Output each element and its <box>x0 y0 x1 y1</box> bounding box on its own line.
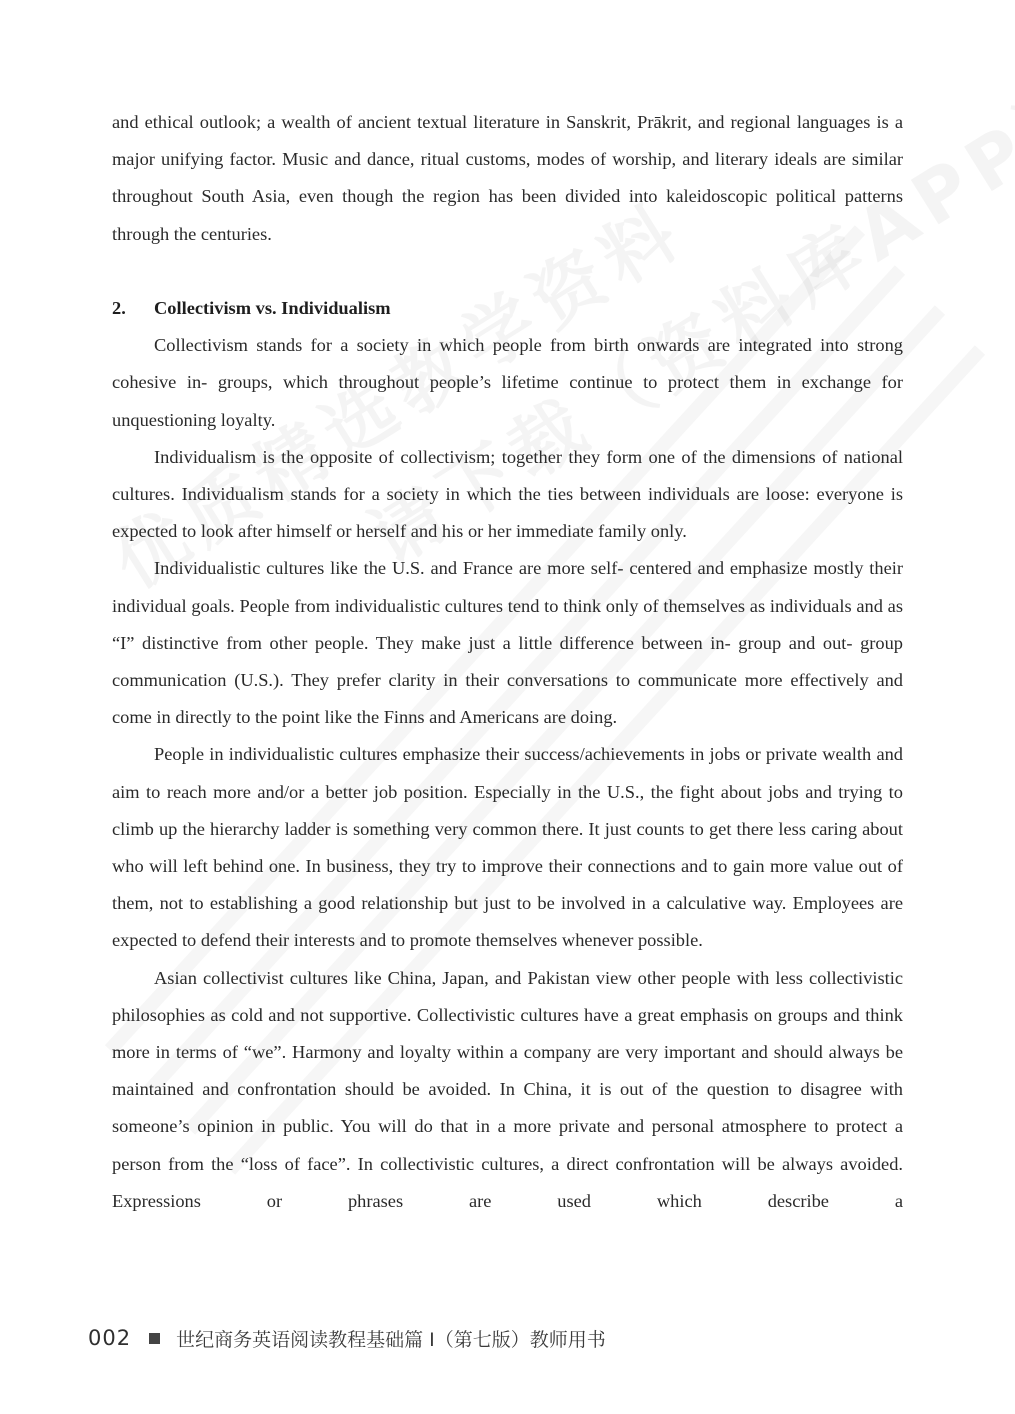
paragraph-collectivism: Collectivism stands for a society in which people from birth onwards are integrated into strong cohesive in- groups, which throughout people’s lifetime continue to protect them in exchange for unquestioning loyalty. <box>112 335 903 430</box>
paragraph-asian-collectivist: Asian collectivist cultures like China, Japan, and Pakistan view other people with less collectivistic philosophies as cold and not supportive. Collectivistic cultures have a great emphasis on groups and think more in terms of “we”. Harmony and loyalty within a company are very important and should always be maintained and confrontation should be avoided. In China, it is out of the question to disagree with someone’s opinion in public. You will do that in a more private and personal atmosphere to protect a person from the “loss of face”. In collectivistic cultures, a direct confrontation will be always avoided. Expressions or phrases are used which describe a <box>112 967 903 1211</box>
intro-paragraph: and ethical outlook; a wealth of ancient textual literature in Sanskrit, Prākrit, and regional languages is a major unifying factor. Music and dance, ritual customs, modes of worship, and literary ideals are similar throughout South Asia, even though the region has been divided into kaleidoscopic political patterns through the centuries. <box>112 112 903 244</box>
section-title: Collectivism vs. Individualism <box>154 298 391 318</box>
page-number: 002 <box>88 1326 132 1350</box>
section-number: 2. <box>112 298 126 318</box>
paragraph-individualism: Individualism is the opposite of collectivism; together they form one of the dimensions of national cultures. Individualism stands for a society in which the ties between individuals are loose: everyone is expected to look after himself or herself and his or her immediate family only. <box>112 446 903 542</box>
section-heading <box>112 290 903 327</box>
paragraph-success-achievements: People in individualistic cultures emphasize their success/achievements in jobs or private wealth and aim to reach more and/or a better job position. Especially in the U.S., the fight about jobs and trying to climb up the hierarchy ladder is something very common there. It just counts to get there less caring about who will left behind one. In business, they try to improve their connections and to gain more value out of them, not to establishing a good relationship but just to be involved in a calculative way. Employees are expected to defend their interests and to promote themselves whenever possible. <box>112 744 903 951</box>
square-bullet-icon <box>149 1333 160 1344</box>
main-text <box>112 104 903 1220</box>
page-footer <box>88 1322 606 1354</box>
paragraph-individualistic-cultures: Individualistic cultures like the U.S. and France are more self- centered and emphasize mostly their individual goals. People from individualistic cultures tend to think only of themselves as individuals and as “I” distinctive from other people. They make just a little difference between in- group and out- group communication (U.S.). They prefer clarity in their conversations to communicate more effectively and come in directly to the point like the Finns and Americans are doing. <box>112 558 903 728</box>
book-title: 世纪商务英语阅读教程基础篇 Ⅰ（第七版）教师用书 <box>176 1328 606 1351</box>
